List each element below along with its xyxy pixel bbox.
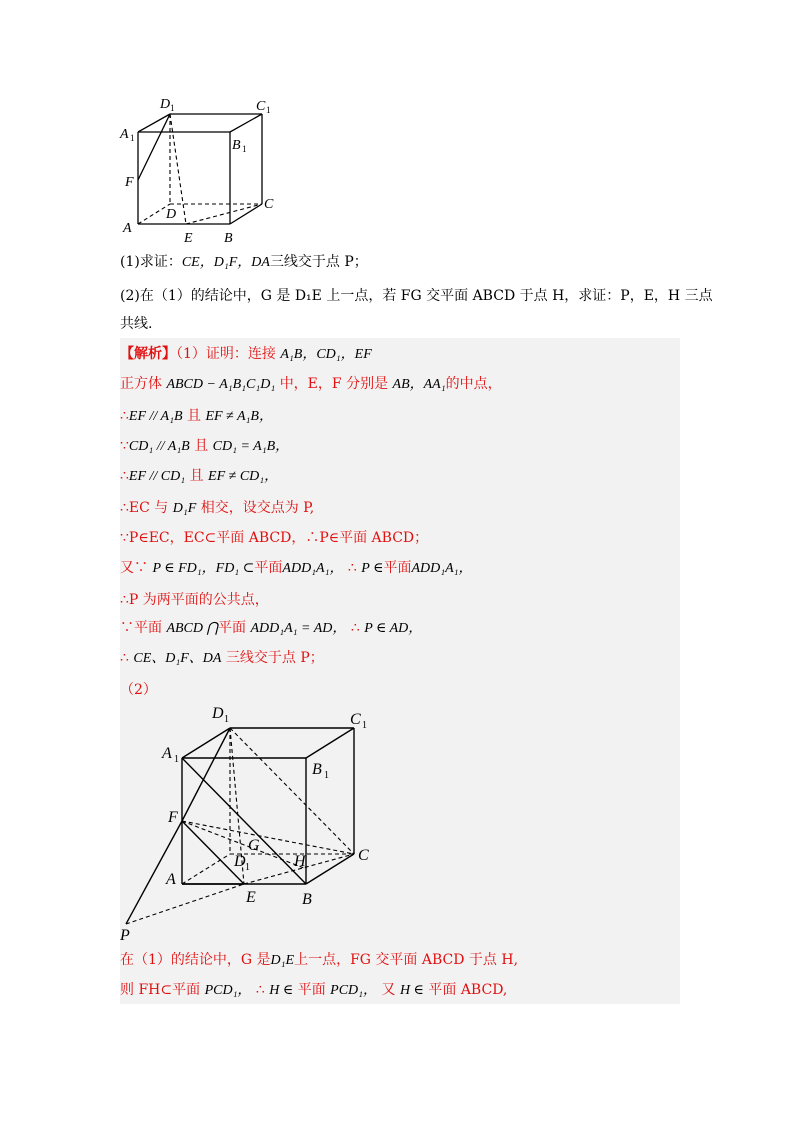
- solution-line-8: 又∵ P ∈ FD₁，FD₁ ⊂平面ADD₁A₁， ∴ P ∈平面ADD₁A₁，: [120, 560, 473, 576]
- cube-figure-1: [118, 92, 288, 252]
- label-p: P: [120, 927, 130, 942]
- segment-d1-f: [138, 114, 170, 180]
- segment-f-c: [182, 821, 354, 854]
- svg-text:1: 1: [362, 720, 367, 731]
- solution-line-1: 【解析】（1）证明：连接 A₁B，CD₁，EF: [120, 346, 372, 362]
- label-c: C: [264, 197, 274, 212]
- cube-figure-2-svg: [118, 702, 374, 942]
- solution-line-2: 正方体 ABCD − A₁B₁C₁D₁ 中，E，F 分别是 AB，AA₁的中点，: [120, 376, 502, 392]
- solution-line-12: 在（1）的结论中，G 是D₁E上一点，FG 交平面 ABCD 于点 H,: [120, 952, 519, 968]
- label-f: F: [168, 809, 178, 826]
- label-d1: D: [160, 97, 171, 112]
- svg-text:1: 1: [266, 105, 271, 115]
- question-2-line-2: 共线.: [120, 316, 153, 332]
- label-c: C: [358, 847, 369, 864]
- solution-line-13: 则 FH⊂平面 PCD₁， ∴ H ∈ 平面 PCD₁， 又 H ∈ 平面 ABCD,: [120, 982, 508, 998]
- svg-text:1: 1: [224, 714, 229, 725]
- svg-text:1: 1: [174, 754, 179, 765]
- label-b: B: [224, 231, 233, 246]
- label-a: A: [123, 221, 132, 236]
- edge-b-c: [306, 854, 354, 884]
- svg-text:1: 1: [324, 770, 329, 781]
- label-a: A: [166, 871, 176, 888]
- svg-text:1: 1: [245, 862, 250, 873]
- label-c1: C: [350, 711, 361, 728]
- label-g: G: [248, 837, 260, 854]
- solution-line-3: ∴EF // A₁B 且 EF ≠ A₁B，: [120, 408, 273, 424]
- label-e: E: [246, 889, 256, 906]
- edge-b-c: [230, 204, 262, 224]
- solution-line-9: ∴P 为两平面的公共点，: [120, 592, 269, 608]
- solution-line-10: ∵平面 ABCD ⋂平面 ADD₁A₁ = AD， ∴ P ∈ AD，: [120, 620, 423, 636]
- label-d: D: [234, 853, 246, 870]
- label-a1: A: [162, 745, 172, 762]
- solution-line-6: ∴EC 与 D₁F 相交，设交点为 P,: [120, 500, 315, 516]
- question-2-line-1: (2)在（1）的结论中，G 是 D₁E 上一点，若 FG 交平面 ABCD 于点 H，求证：P，E，H 三点: [120, 288, 713, 304]
- question-1: (1)求证：CE，D₁F，DA三线交于点 P；: [120, 254, 368, 270]
- svg-text:1: 1: [170, 103, 175, 113]
- label-b: B: [302, 891, 312, 908]
- segment-d1-f: [182, 728, 230, 821]
- label-a1: A: [120, 127, 129, 142]
- label-b1: B: [312, 761, 322, 778]
- label-b1: B: [232, 138, 241, 153]
- svg-text:1: 1: [242, 144, 247, 154]
- solution-part-2: （2）: [120, 682, 157, 698]
- solution-line-11: ∴ CE、D₁F、DA 三线交于点 P；: [120, 650, 324, 666]
- cube-figure-2: [118, 702, 374, 942]
- label-h: H: [294, 853, 306, 870]
- label-f: F: [125, 175, 134, 190]
- solution-line-5: ∴EF // CD₁ 且 EF ≠ CD₁，: [120, 468, 279, 484]
- edge-a-d: [182, 854, 230, 884]
- solution-line-7: ∵P∈EC，EC⊂平面 ABCD，∴P∈平面 ABCD；: [120, 530, 429, 546]
- solution-line-4: ∵CD₁ // A₁B 且 CD₁ = A₁B，: [120, 438, 290, 454]
- label-d: D: [166, 207, 177, 222]
- svg-text:1: 1: [130, 133, 135, 143]
- segment-e-c: [186, 204, 262, 224]
- edge-b1-c1: [306, 728, 354, 758]
- edge-b1-c1: [230, 114, 262, 132]
- label-d1: D: [212, 705, 224, 722]
- segment-d1-c: [230, 728, 354, 854]
- cube-figure-1-svg: [118, 92, 288, 252]
- label-c1: C: [256, 99, 266, 114]
- label-e: E: [184, 231, 193, 246]
